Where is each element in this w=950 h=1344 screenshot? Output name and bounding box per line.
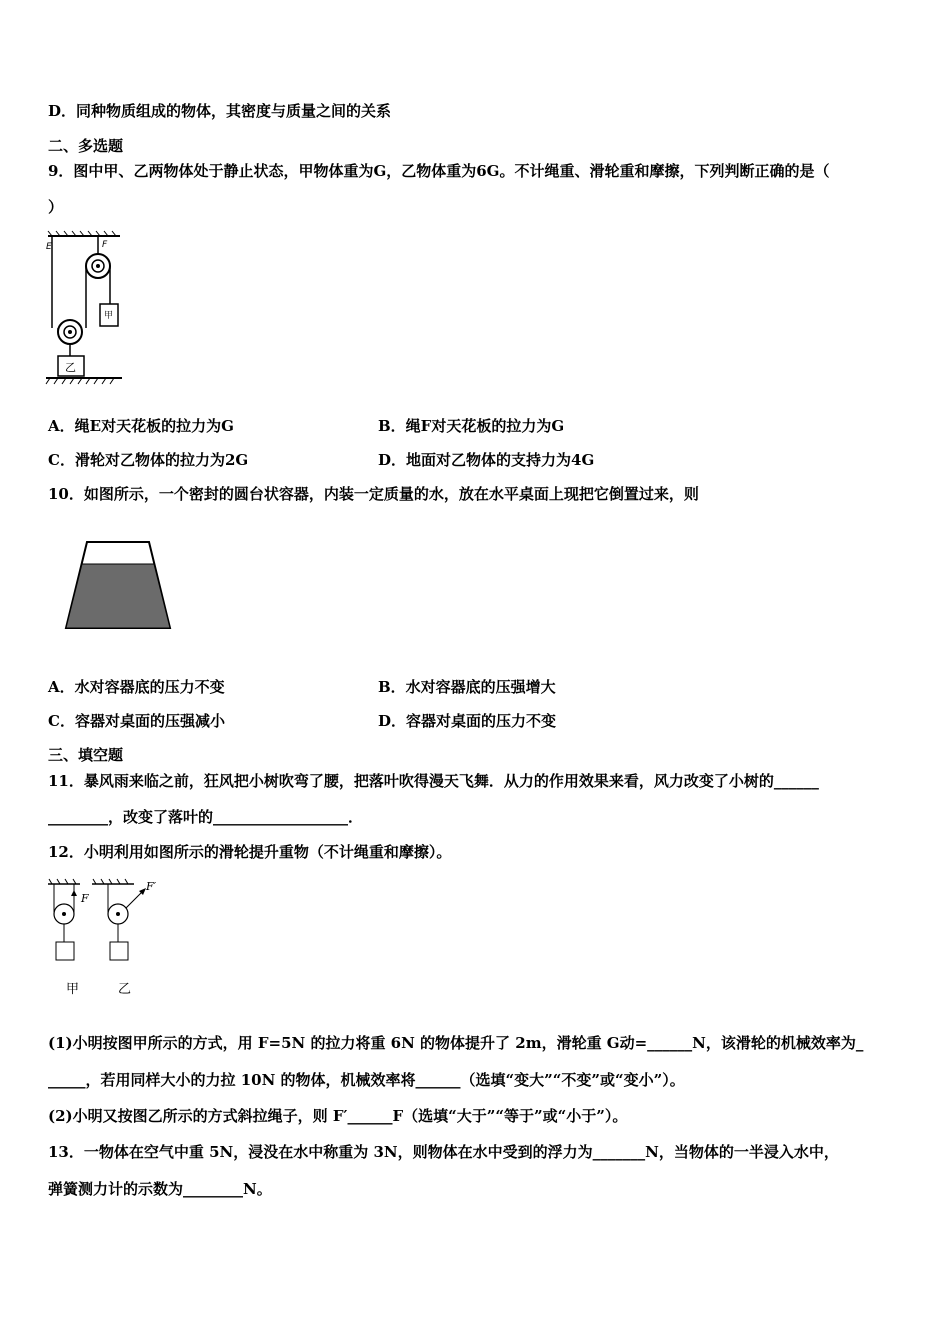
q9-option-a: A．绳E对天花板的拉力为G [48,417,234,435]
q10-stem: 10．如图所示，一个密封的圆台状容器，内装一定质量的水，放在水平桌面上现把它倒置过来，则 [48,485,699,503]
q10-option-d: D．容器对桌面的压力不变 [378,712,557,730]
q9-stem-cont: ） [48,198,64,216]
q12-pulley-figure [44,878,174,998]
label-e: E [46,242,52,252]
q10-option-c: C．容器对桌面的压强减小 [48,712,225,730]
q9-option-b: B．绳F对天花板的拉力为G [378,417,565,435]
section-fill-in-title: 三、填空题 [48,746,124,764]
q13-stem-cont: 弹簧测力计的示数为________N。 [48,1180,272,1198]
q11-stem-cont: ________，改变了落叶的__________________． [48,808,364,826]
q10-option-b: B．水对容器底的压强增大 [378,678,556,696]
q13-stem: 13．一物体在空气中重 5N，浸没在水中称重为 3N，则物体在水中受到的浮力为_______N，当物体的一半浸入水中， [48,1143,839,1161]
section-multiple-choice-title: 二、多选题 [48,137,124,155]
q10-option-a: A．水对容器底的压力不变 [48,678,225,696]
q12-stem: 12．小明利用如图所示的滑轮提升重物（不计绳重和摩擦）。 [48,843,452,861]
q10-container-figure [62,540,174,632]
caption-jia: 甲 [66,982,80,997]
q9-stem: 9．图中甲、乙两物体处于静止状态，甲物体重为G，乙物体重为6G。不计绳重、滑轮重和摩擦，下列判断正确的是（ [48,162,830,180]
q12-part1: (1)小明按图甲所示的方式，用 F=5N 的拉力将重 6N 的物体提升了 2m，滑轮重 G动=______N，该滑轮的机械效率为_ [48,1034,864,1052]
q12-part1-cont: _____，若用同样大小的力拉 10N 的物体，机械效率将______（选填“变大”“不变”或“变小”）。 [48,1071,685,1089]
label-f: F [81,892,89,905]
label-f: F [102,240,108,250]
q9-option-d: D．地面对乙物体的支持力为4G [378,451,595,469]
q12-part2: (2)小明又按图乙所示的方式斜拉绳子，则 F′______F（选填“大于”“等于”或“小于”）。 [48,1107,628,1125]
label-yi: 乙 [65,361,76,374]
q9-pulley-figure [44,228,124,388]
label-jia: 甲 [104,311,114,321]
q9-option-c: C．滑轮对乙物体的拉力为2G [48,451,249,469]
q8-option-d: D．同种物质组成的物体，其密度与质量之间的关系 [48,102,392,120]
caption-yi: 乙 [118,982,132,997]
label-f-prime: F′ [146,880,157,893]
q11-stem: 11．暴风雨来临之前，狂风把小树吹弯了腰，把落叶吹得漫天飞舞．从力的作用效果来看，风力改变了小树的______ [48,772,819,790]
